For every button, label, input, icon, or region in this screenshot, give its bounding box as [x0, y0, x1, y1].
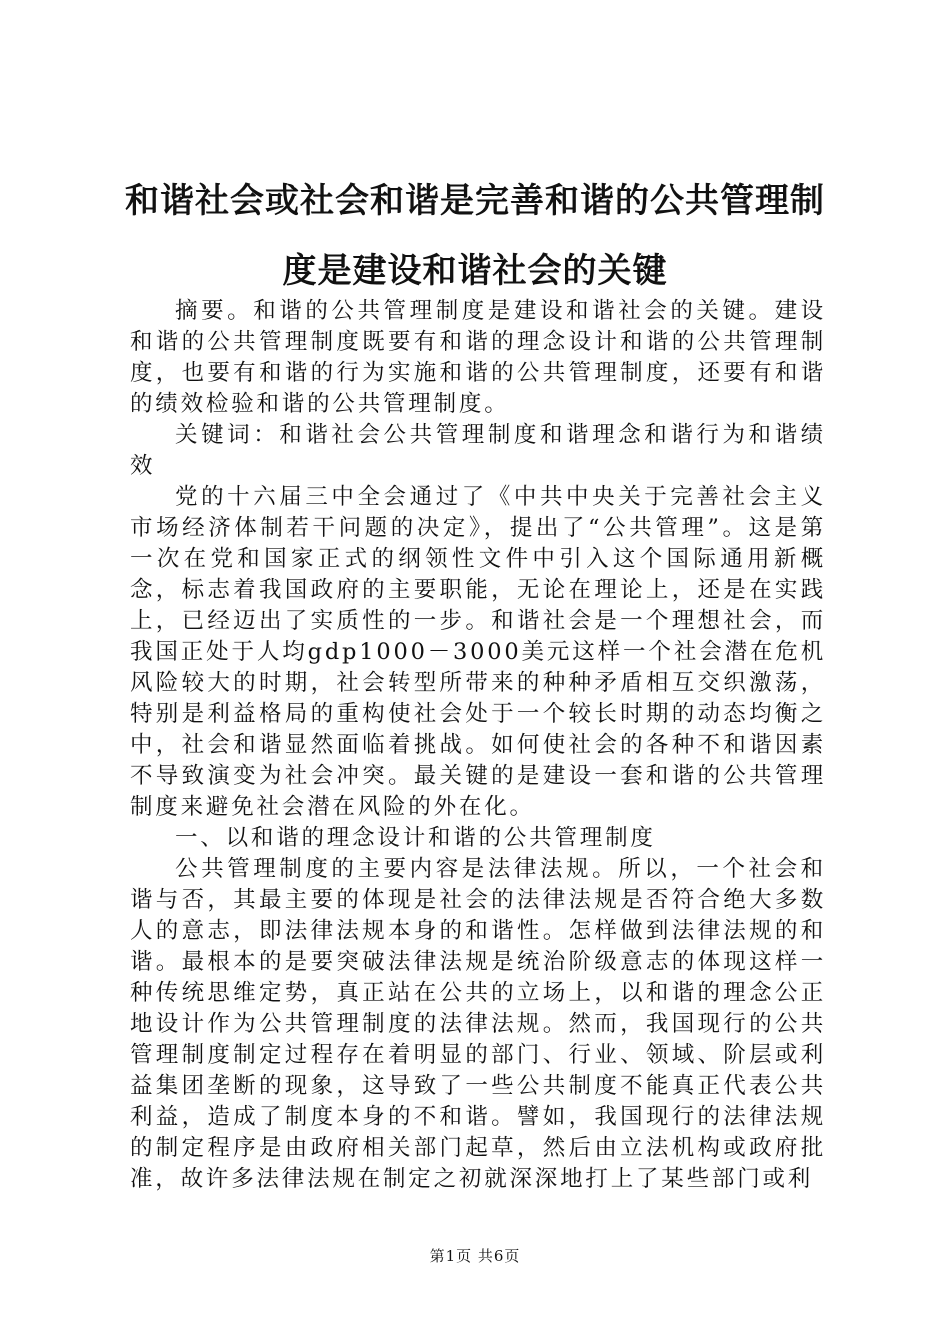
abstract-paragraph: 摘要。和谐的公共管理制度是建设和谐社会的关键。建设和谐的公共管理制度既要有和谐的理念设计和谐的公共管理制度，也要有和谐的行为实施和谐的公共管理制度，还要有和谐的绩效检验和谐的公共管理制度。 — [130, 298, 826, 417]
document-title: 和谐社会或社会和谐是完善和谐的公共管理制度是建设和谐社会的关键 — [125, 181, 825, 291]
page-footer: 第1页 共6页 — [429, 1247, 521, 1265]
document-body — [130, 296, 826, 1195]
body-paragraph: 公共管理制度的主要内容是法律法规。所以，一个社会和谐与否，其最主要的体现是社会的法律法规是否符合绝大多数人的意志，即法律法规本身的和谐性。怎样做到法律法规的和谐。最根本的是要突破法律法规是统治阶级意志的体现这样一种传统思维定势，真正站在公共的立场上，以和谐的理念公正地设计作为公共管理制度的法律法规。然而，我国现行的公共管理制度制定过程存在着明显的部门、行业、领域、阶层或利益集团垄断的现象，这导致了一些公共制度不能真正代表公共利益，造成了制度本身的不和谐。譬如，我国现行的法律法规的制定程序是由政府相关部门起草，然后由立法机构或政府批准，故许多法律法规在制定之初就深深地打上了某些部门或利 — [130, 856, 826, 1192]
intro-paragraph: 党的十六届三中全会通过了《中共中央关于完善社会主义市场经济体制若干问题的决定》，提出了“公共管理”。这是第一次在党和国家正式的纲领性文件中引入这个国际通用新概念，标志着我国政府的主要职能，无论在理论上，还是在实践上，已经迈出了实质性的一步。和谐社会是一个理想社会，而我国正处于人均gdp1000－3000美元这样一个社会潜在危机风险较大的时期，社会转型所带来的种种矛盾相互交织激荡，特别是利益格局的重构使社会处于一个较长时期的动态均衡之中，社会和谐显然面临着挑战。如何使社会的各种不和谐因素不导致演变为社会冲突。最关键的是建设一套和谐的公共管理制度来避免社会潜在风险的外在化。 — [130, 484, 826, 820]
section-heading: 一、以和谐的理念设计和谐的公共管理制度 — [175, 825, 656, 851]
keywords-paragraph: 关键词：和谐社会公共管理制度和谐理念和谐行为和谐绩效 — [130, 422, 826, 479]
